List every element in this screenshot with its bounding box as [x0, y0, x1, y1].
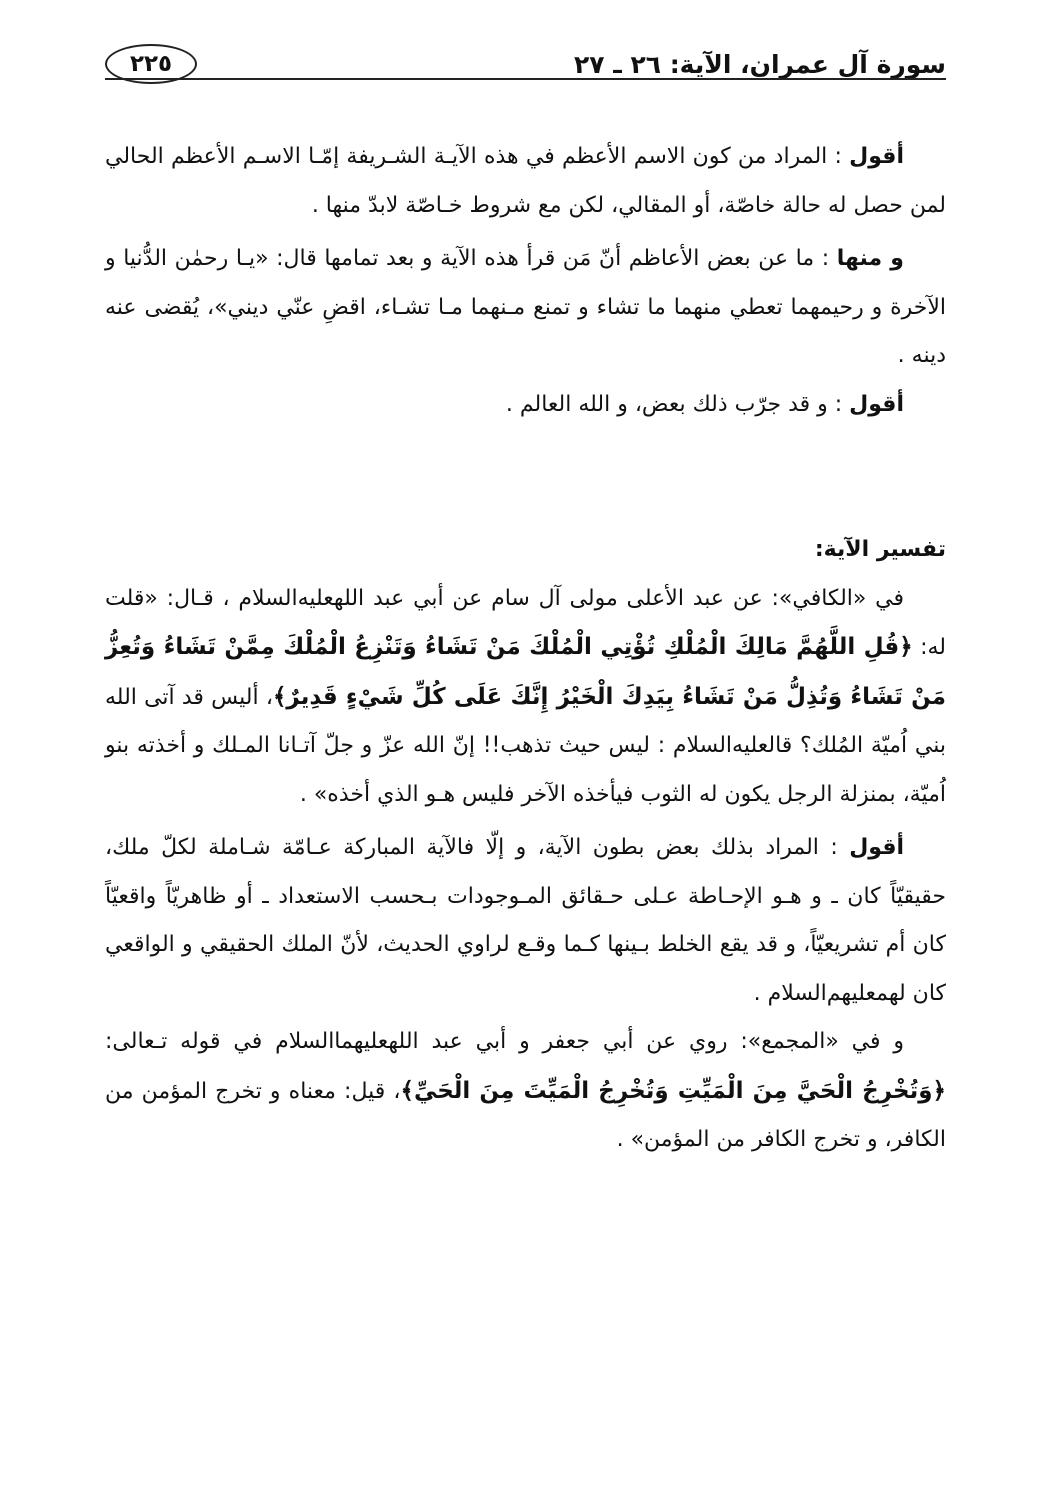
- paragraph-6: [105, 1018, 946, 1165]
- paragraph-4-pre: في «الكافي»: عن عبد الأعلى مولى آل سام عن أبي عبد اللهعليه‌السلام ، قـال: «قلت له:: [105, 585, 946, 660]
- paragraph-4: [105, 575, 946, 820]
- section-title: تفسير الآية:: [814, 537, 946, 562]
- paragraph-1-text: : المراد من كون الاسم الأعظم في هذه الآيـة الشـريفة إمّـا الاسـم الأعظم الحالي لمن حصل له حالة خاصّة، أو المقالي، لكن مع شروط خـاصّة لابدّ منها .: [105, 144, 946, 218]
- quran-verse-1: ﴿قُلِ اللَّهُمَّ مَالِكَ الْمُلْكِ تُؤْتِي الْمُلْكَ مَنْ تَشَاءُ وَتَنْزِعُ الْمُلْكَ مِمَّنْ تَشَاءُ وَتُعِزُّ مَنْ تَشَاءُ وَتُذِلُّ مَنْ تَشَاءُ بِيَدِكَ الْخَيْرُ إِنَّكَ عَلَى كُلِّ شَيْءٍ قَدِيرٌ﴾: [105, 634, 947, 710]
- page-number: ٢٢٥: [105, 44, 197, 84]
- paragraph-1: [105, 133, 946, 230]
- paragraph-2-lead: و منها: [836, 246, 904, 271]
- paragraph-3-lead: أقول: [849, 391, 904, 417]
- paragraph-5: [105, 824, 946, 1018]
- paragraph-6-pre: و في «المجمع»: روي عن أبي جعفر و أبي عبد اللهعليهما‌السلام في قوله تـعالى:: [105, 1029, 904, 1054]
- paragraph-1-lead: أقول: [849, 144, 904, 169]
- paragraph-5-lead: أقول: [849, 835, 905, 860]
- paragraph-4-post: ، أليس قد آتى الله بني اُميّة المُلك؟ قالعليه‌السلام : ليس حيث تذهب!! إنّ الله عزّ و جلّ آتـانا المـلك و أخذته بنو اُميّة، بمنزلة الرجل يكون له الثوب فيأخذه الآخر فليس هـو الذي أخذه» .: [105, 684, 946, 807]
- paragraph-2: [105, 235, 946, 381]
- paragraph-3: [105, 381, 946, 430]
- paragraph-6-post: ، قيل: معناه و تخرج المؤمن من الكافر، و تخرج الكافر من المؤمن» .: [105, 1078, 946, 1152]
- paragraph-5-text: : المراد بذلك بعض بطون الآية، و إلّا فالآية المباركة عـامّة شـاملة لكلّ ملك، حقيقيّاً كان ـ و هـو الإحـاطة عـلى حـقائق المـوجودات بـحسب الاستعداد ـ أو ظاهريّاً واقعيّاً كان أم تشريعيّاً، و قد يقع الخلط بـينها كـما وقـع لراوي الحديث، لأنّ الملك الحقيقي و الواقعي كان لهمعليهم‌السلام .: [105, 835, 946, 1006]
- paragraph-2-text: : ما عن بعض الأعاظم أنّ مَن قرأ هذه الآية و بعد تمامها قال: «يـا رحمٰن الدُّنيا و الآخرة و رحيمهما تعطي منهما ما تشاء و تمنع مـنهما مـا تشـاء، اقضِ عنّي ديني»، يُقضى عنه دينه .: [105, 246, 946, 368]
- paragraph-3-text: : و قد جرّب ذلك بعض، و الله العالم .: [505, 391, 843, 417]
- header-rule: [105, 78, 946, 80]
- running-title: سورة آل عمران، الآية: ٢٦ ـ ٢٧: [573, 49, 946, 79]
- page-body: [105, 133, 946, 1165]
- quran-verse-2: ﴿وَتُخْرِجُ الْحَيَّ مِنَ الْمَيِّتِ وَتُخْرِجُ الْمَيِّتَ مِنَ الْحَيِّ﴾: [400, 1077, 946, 1104]
